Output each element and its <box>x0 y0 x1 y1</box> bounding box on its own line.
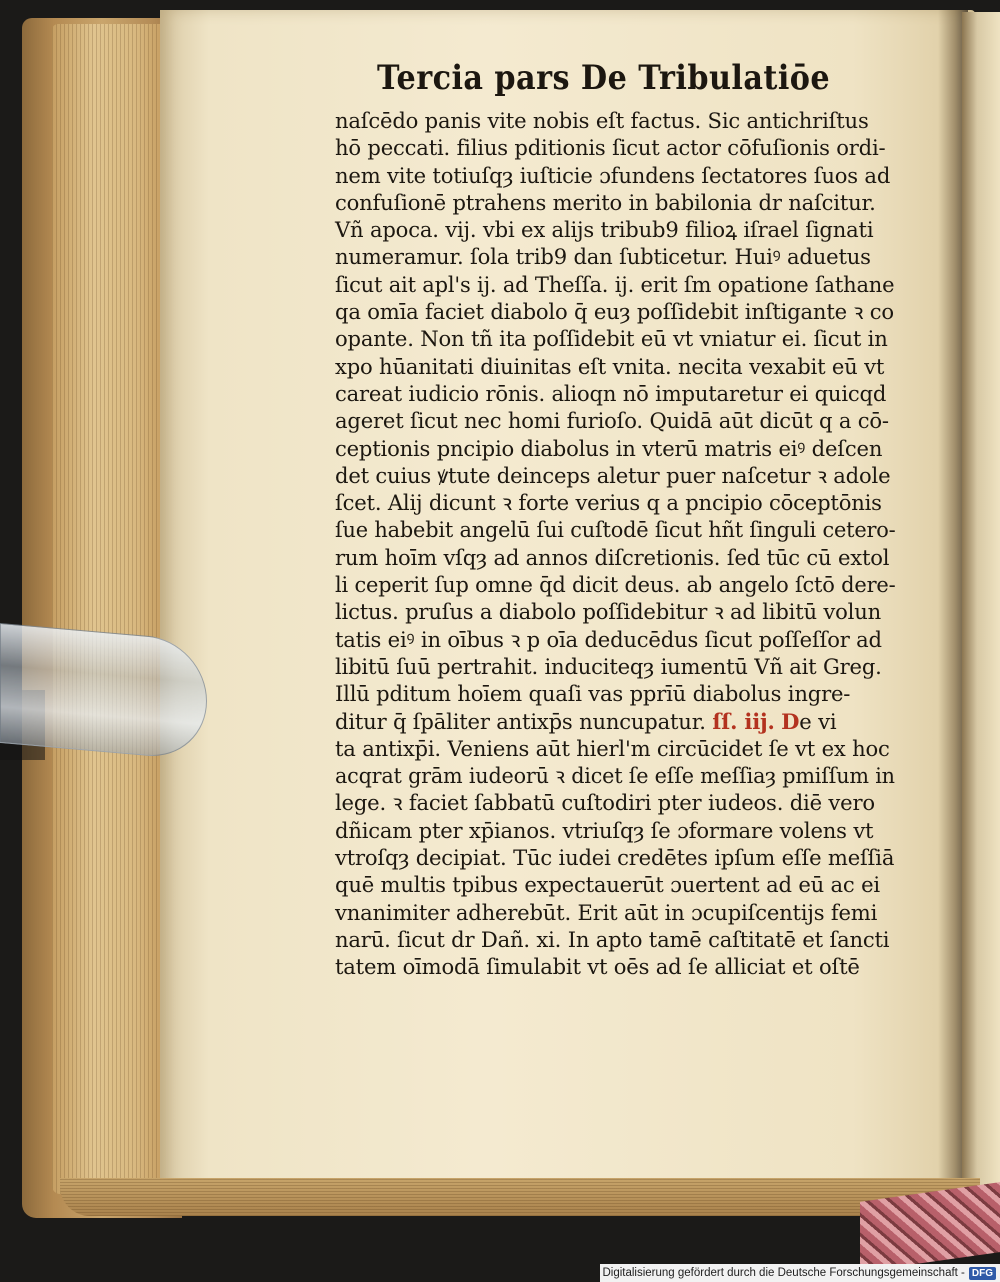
running-head: Tercia pars De Tribulatiōe <box>377 58 831 98</box>
funding-credit: Digitalisierung gefördert durch die Deutsche Forschungsgemeinschaft - <box>602 1267 965 1279</box>
text-line: vnanimiter adherebūt. Erit aūt in ɔcupiſcentijs femi <box>335 900 878 926</box>
text-line: opante. Non tñ ita poſſidebit eū vt vniatur ei. ſicut in <box>335 327 888 353</box>
text-line: ageret ſicut nec homi furioſo. Quidā aūt dicūt q a cō- <box>335 409 889 435</box>
text-line: numeramur. ſola trib9 dan ſubticetur. Huiꝰ aduetus <box>335 245 871 271</box>
text-line: Vñ apoca. vij. vbi ex alijs tribub9 filioꝝ iſrael ſignati <box>335 218 874 244</box>
text-line: xpo hūanitati diuinitas eſt vnita. necita vexabit eū vt <box>335 354 885 380</box>
text-line: ſicut ait apl's ij. ad Theſſa. ij. erit ſm opatione ſathane <box>335 272 895 298</box>
page-text-block <box>335 56 905 982</box>
text-line: vtroſqȝ decipiat. Tūc iudei credētes ipſum eſſe meſſiā <box>335 846 895 872</box>
text-line: rum hoīm vſqȝ ad annos diſcretionis. ſed tūc cū extol <box>335 545 890 571</box>
text-line: acqrat grām iudeorū ꝛ dicet ſe eſſe meſſiaȝ pmiſſum in <box>335 764 895 790</box>
text-line: ſcet. Alij dicunt ꝛ forte verius q a pncipio cōceptōnis <box>335 491 882 517</box>
text-line: lege. ꝛ faciet ſabbatū cuſtodiri pter iudeos. diē vero <box>335 791 875 817</box>
page-fore-edge <box>52 24 172 1194</box>
right-page-edge <box>962 12 1000 1202</box>
rubric-paragraph-marks: ſſ. iij. <box>712 709 775 735</box>
text-line: quē multis tpibus expectauerūt ɔuertent ad eū ac ei <box>335 873 880 899</box>
text-line-with-rubric <box>335 709 895 736</box>
text-line: careat iudicio rōnis. alioqn nō imputaretur ei quicqd <box>335 381 887 407</box>
text-line: tatem oīmodā ſimulabit vt oēs ad ſe alliciat et oſtē <box>335 955 860 981</box>
text-line: li ceperit ſup omne q̄d dicit deus. ab angelo ſctō dere- <box>335 573 896 599</box>
text-line: dñicam pter xp̄ianos. vtriuſqȝ ſe ɔformare volens vt <box>335 818 874 844</box>
text-line: Illū pditum hoīem quaſi vas pprīū diabolus ingre- <box>335 682 851 708</box>
text-line: lictus. pruſus a diabolo poſſidebitur ꝛ ad libitū volun <box>335 600 882 626</box>
text-segment: e vi <box>799 709 837 735</box>
footer-bar <box>600 1264 1000 1282</box>
text-line: confuſionē ptrahens merito in babilonia dr naſcitur. <box>335 190 876 216</box>
text-line: hō peccati. filius pditionis ſicut actor cōfuſionis ordi- <box>335 136 886 162</box>
text-line: det cuius ꝟtute deinceps aletur puer naſcetur ꝛ adole <box>335 463 891 489</box>
text-line: qa omīa faciet diabolo q̄ euȝ poſſidebit inſtigante ꝛ co <box>335 300 894 326</box>
text-line: naſcēdo panis vite nobis eſt factus. Sic antichriſtus <box>335 109 869 134</box>
text-line: ceptionis pncipio diabolus in vterū matris eiꝰ deſcen <box>335 436 883 462</box>
text-line: tatis eiꝰ in oībus ꝛ p oīa deducēdus ſicut poſſeſſor ad <box>335 627 882 653</box>
page-bottom-edge <box>60 1178 980 1216</box>
text-line: ta antixp̄i. Veniens aūt hierl'm circūcidet ſe vt ex hoc <box>335 736 890 762</box>
text-line: libitū ſuū pertrahit. induciteqȝ iumentū Vñ ait Greg. <box>335 654 882 680</box>
rubric-initial: D <box>781 709 800 735</box>
dfg-logo-icon: DFG <box>969 1267 996 1280</box>
text-lines <box>335 108 905 982</box>
text-segment: ditur q̄ ſpāliter antixp̄s nuncupatur. <box>335 709 706 735</box>
text-line: nem vite totiuſqȝ iuſticie ɔfundens ſectatores ſuos ad <box>335 163 891 189</box>
text-line: narū. ſicut dr Dañ. xi. In apto tamē caſtitatē et ſancti <box>335 927 890 953</box>
text-line: ſue habebit angelū ſui cuſtodē ſicut hñt ſinguli cetero- <box>335 518 896 544</box>
